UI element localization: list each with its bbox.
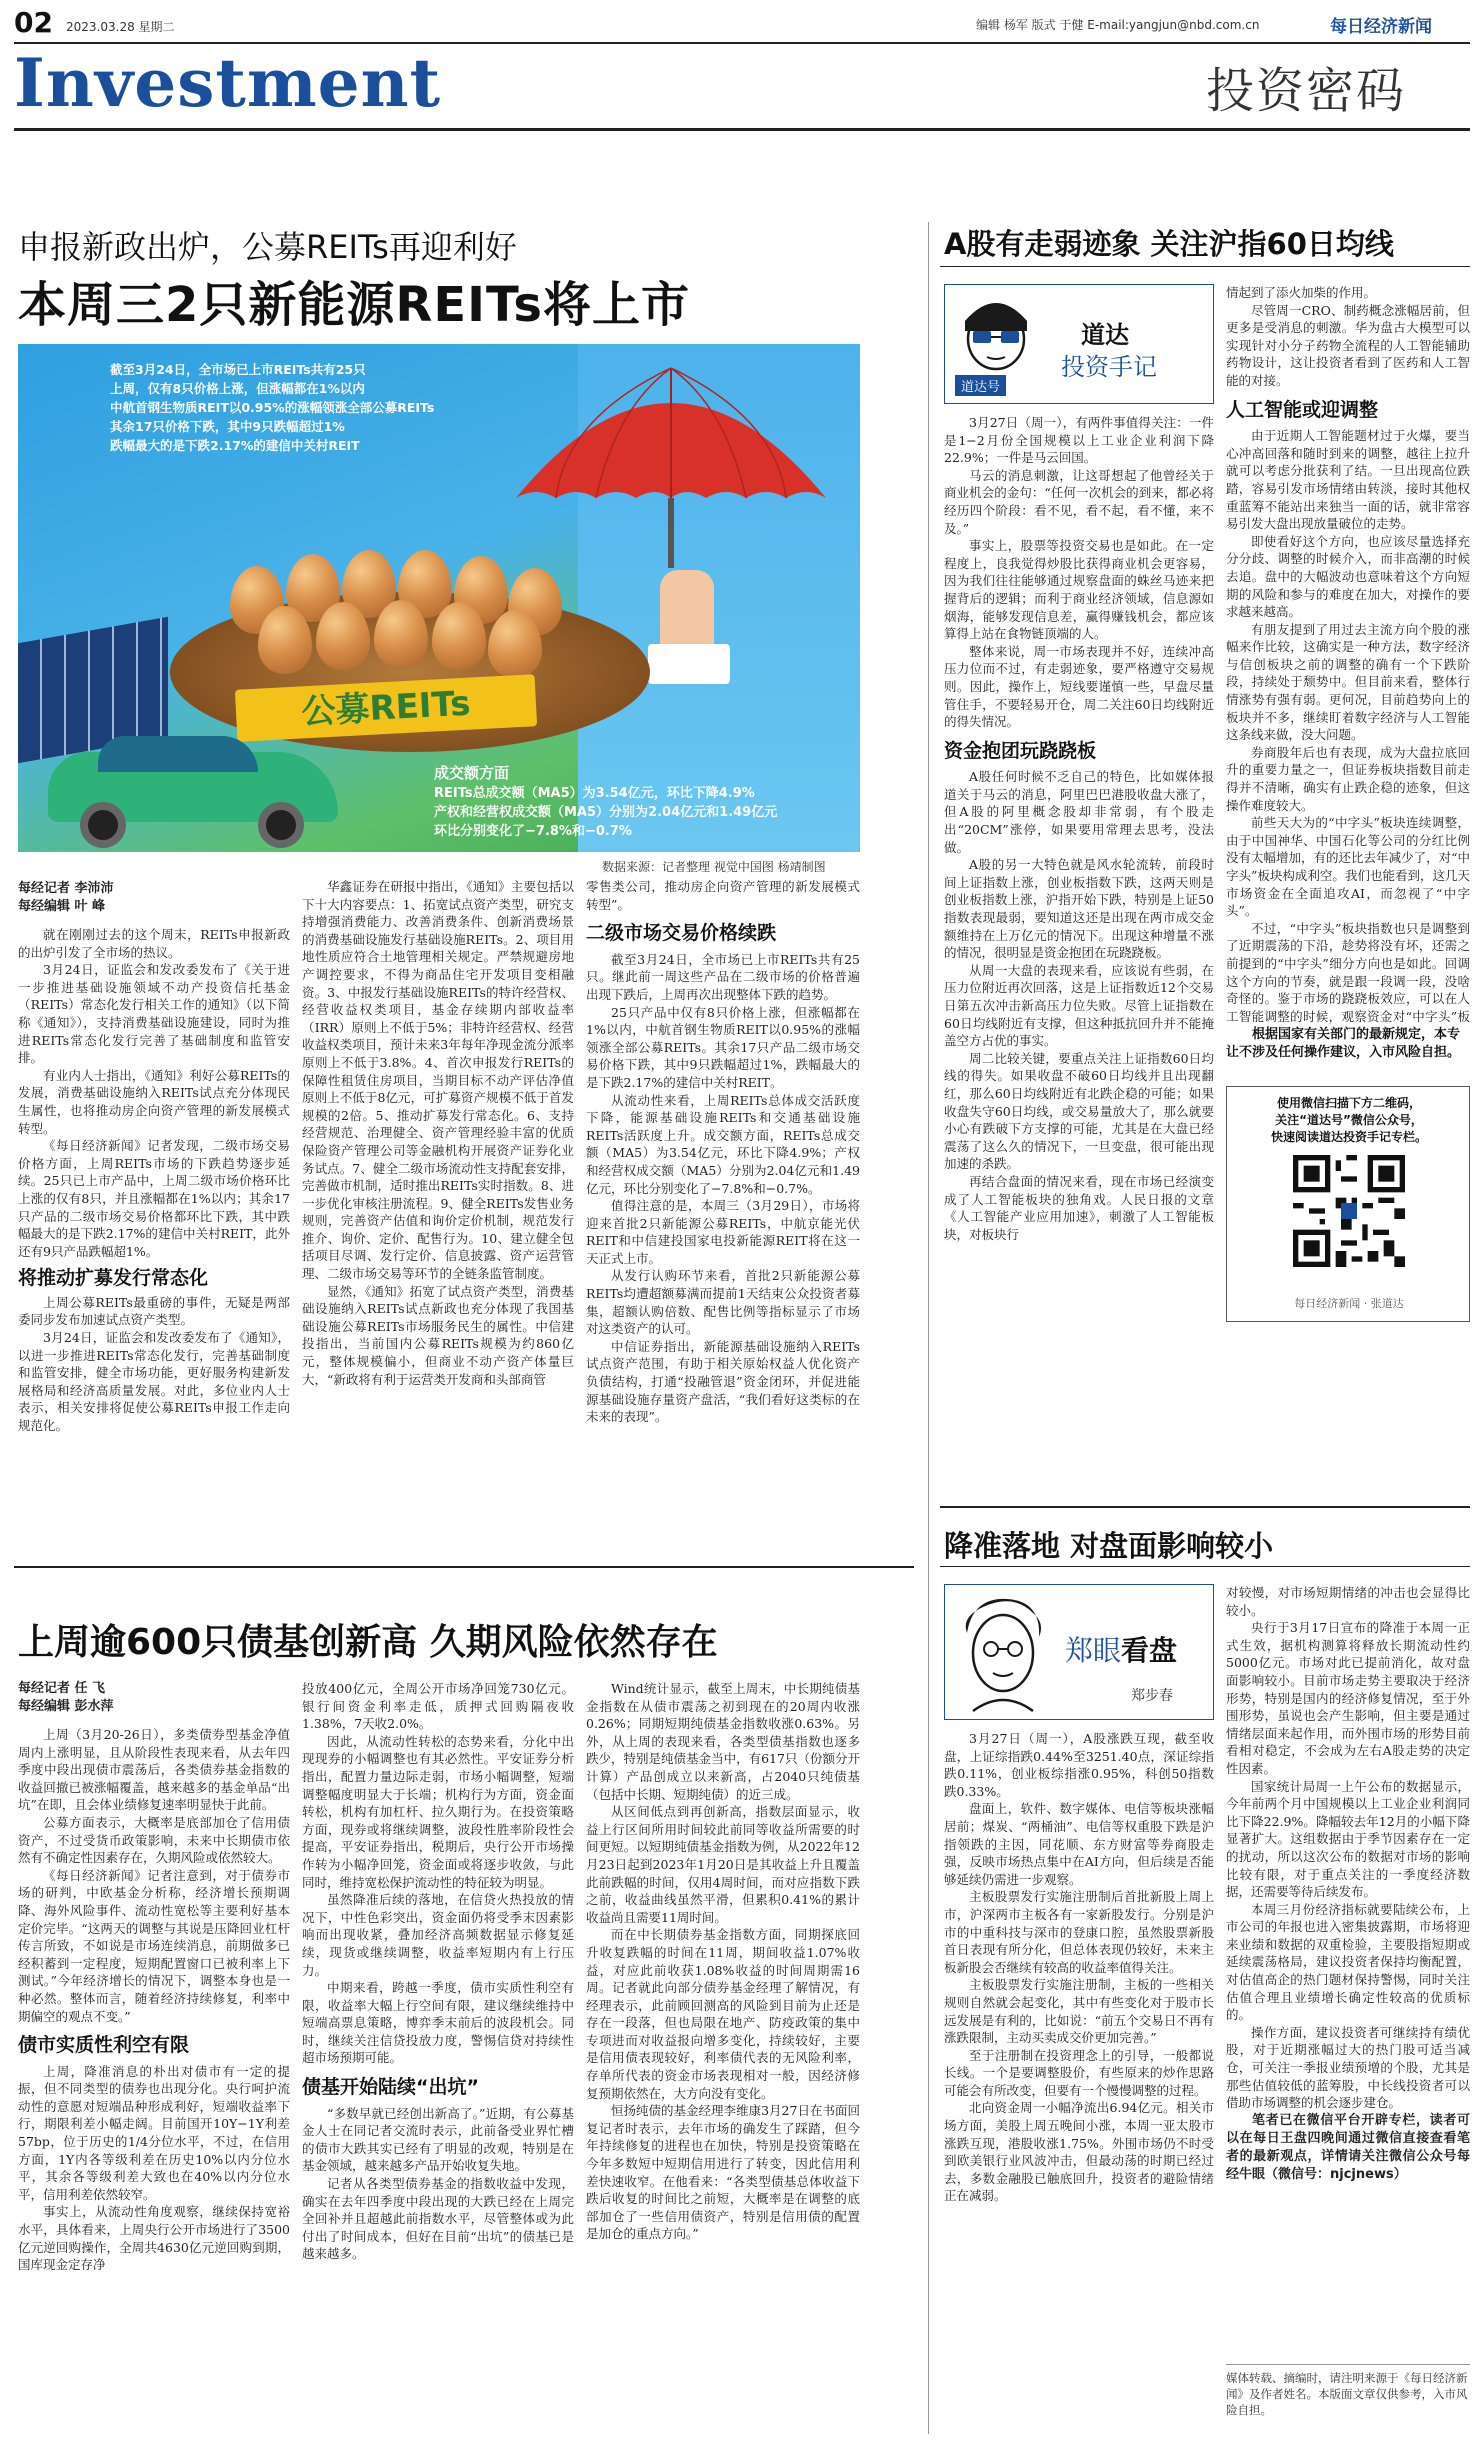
article2-headline: 上周逾600只债基创新高 久期风险依然存在: [18, 1622, 718, 1663]
right1-subheading-2: 人工智能或迎调整: [1226, 398, 1379, 421]
paragraph: 《每日经济新闻》记者发现，二级市场交易价格方面，上周REITs市场的下跌趋势逐步延续。25只已上市产品中，上周二级市场价格环比上涨的仅有8只，并且涨幅都在1%以内；其余17只产品的二级市场交易价格都环比下跌，其中跌幅最大的是下跌2.17%的建信中关村REIT，此外还有9只产品跌幅超1%。: [18, 1138, 290, 1259]
paragraph: 尽管周一CRO、制药概念涨幅居前，但更多是受消息的刺激。华为盘古大模型可以实现针对小分子药物全流程的人工智能辅助药物设计，这让投资者看到了医药和人工智能的对接。: [1226, 302, 1470, 388]
paragraph: 事实上，股票等投资交易也是如此。在一定程度上，良我觉得炒股比获得商业机会更容易，因为我们往往能够通过规察盘面的蛛丝马迹来把握背后的逻辑；而利于商业经济领域，信息源如烟海，能够发现信息差，赢得赚钱机会，都应该算得上站在食物链顶端的人。: [944, 538, 1214, 642]
paragraph: 3月24日，证监会和发改委发布了《关于进一步推进基础设施领域不动产投资信托基金（REITs）常态化发行相关工作的通知》（以下简称《通知》），支持消费基础设施建设，同时为推进REITs常态化发行完善了基础制度和监管安排。: [18, 962, 290, 1066]
paragraph: 截至3月24日，全市场已上市REITs共有25只。继此前一周这些产品在二级市场的价格普遍出现下跌后，上周再次出现整体下跌的趋势。: [586, 951, 860, 1002]
right2-headline: 降准落地 对盘面影响较小: [944, 1529, 1274, 1563]
column-title-2-part2: 看盘: [1121, 1634, 1178, 1667]
infographic-banner: 公募REITs: [235, 674, 537, 742]
paragraph: 操作方面，建议投资者可继续持有绩优股，对于近期涨幅过大的热门股可适当减仓，可关注一季报业绩预增的个股，尤其是那些估值较低的蓝筹股，中长线投资者可以借助市场调整的机会逐步建仓。: [1226, 2024, 1470, 2111]
qr-text-line: 关注“道达号”微信公众号，: [1275, 1113, 1423, 1127]
infographic-credit: 数据来源：记者整理 视觉中国图 杨靖制图: [602, 860, 826, 874]
hand-shape: [660, 570, 714, 650]
paragraph: 从周一大盘的表现来看，应该说有些弱，在压力位附近再次回落，这是上证指数近12个交易日第五次冲击新高压力位失败。尽管上证指数在60日均线附近有支撑，但这种抵抗回升并不能掩盖空方占优的事实。: [944, 962, 1214, 1049]
byline-editor: 每经编辑 叶 峰: [18, 899, 106, 914]
infographic-box-line: REITs总成交额（MA5）为3.54亿元，环比下降4.9%: [434, 786, 755, 801]
byline-reporter: 每经记者 任 飞: [18, 1681, 106, 1696]
paragraph: “多数早就已经创出新高了。”近期，有公募基金人士在同记者交流时表示，此前备受业界忙槽的债市大跌其实已经有了明显的改观，特别是在基金领域，越来越多产品开始收复失地。: [302, 2105, 574, 2174]
paragraph: 中信证券指出，新能源基础设施纳入REITs试点资产范围，有助于相关原始权益人优化资产负债结构，打通“投融管退”资金闭环，并促进能源基础设施存量资产盘活，“我们看好这类标的在未来的表现”。: [586, 1338, 860, 1425]
paragraph: 而在中长期债券基金指数方面，同期探底回升收复跌幅的时间在11周，期间收益1.07%收益，对应此前收获1.08%收益的时间周期需16周。记者就此向部分债券基金经理了解情况，有经理表示，此前顾回测高的风险到目前为止还是存在一段落，但也局限在地产、防疫政策的集中专项进而对收益报向增多变化，持续较好，主要是信用债表现较好，利率债代表的无风险利率，存单所代表的资金市场表现相对一般，因经济修复预期依然在，大方向没有变化。: [586, 1927, 860, 2101]
paragraph: 周二比较关键，要重点关注上证指数60日均线的得失。如果收盘不破60日均线并且出现翻红，那么60日均线附近有北跌企稳的可能；如果收盘失守60日均线，或交易量放大了，那么就要小心有跌破下方支撑的可能，尤其是在大盘已经震荡了这么久的情况下，一旦变盘，很可能出现加速的杀跌。: [944, 1050, 1214, 1172]
paragraph: 上周（3月20-26日），多类债券型基金净值周内上涨明显，且从阶段性表现来看，从去年四季度中段出现债市震荡后，各类债券基金指数的收益回撤已被涨幅覆盖，越来越多的基金单品“出坑”在即，且会体业绩修复速率明显快于此前。: [18, 1727, 290, 1813]
qr-caption: 每日经济新闻 · 张道达: [1294, 1297, 1404, 1310]
infographic-top-line: 跌幅最大的是下跌2.17%的建信中关村REIT: [110, 438, 360, 453]
paragraph: 国家统计局周一上午公布的数据显示，今年前两个月中国规模以上工业企业利润同比下降22.9%。降幅较去年12月的小幅下降显著扩大。这组数据由于季节因素存在一定的扰动，所以这次公布的数据对市场的影响比较有限，对于重点关注的一季度经济数据，还需要等待后续发布。: [1226, 1778, 1470, 1900]
column-logo: [944, 284, 1214, 404]
qr-code-icon[interactable]: [1293, 1155, 1405, 1267]
paragraph: 券商股年后也有表现，成为大盘拉底回升的重要力量之一，但证券板块指数目前走得并不清晰，确实有止跌企稳的迹象，但这操作难度较大。: [1226, 744, 1470, 813]
paragraph: 投放400亿元，全周公开市场净回笼730亿元。银行间资金利率走低，质押式回购隔夜收1.38%，7天收2.0%。: [302, 1681, 574, 1732]
paragraph: 事实上，从流动性角度观察，继续保持宽裕水平，具体看来，上周央行公开市场进行了3500亿元逆回购操作，全周共4630亿元逆回购到期，国库现金定存净: [18, 2204, 290, 2273]
infographic-top-line: 其余17只价格下跌，其中9只跌幅超过1%: [110, 419, 345, 434]
article1-headline: 本周三2只新能源REITs将上市: [18, 277, 690, 333]
qr-promo-box: [1226, 1086, 1470, 1322]
infographic-top-line: 截至3月24日，全市场已上市REITs共有25只: [110, 362, 366, 377]
column-title-sub: 投资手记: [1061, 353, 1157, 381]
paragraph: 情起到了添火加柴的作用。: [1226, 285, 1377, 300]
infographic-box-text: [434, 784, 777, 841]
paragraph: 整体来说，周一市场表现并不好，连续冲高压力位而不过，有走弱迹象，要严格遵守交易规则。因此，操作上，短线要谨慎一些，早盘尽量管住手，不要轻易开仓，周二关注60日均线附近的得失情况。: [944, 643, 1214, 730]
paragraph: 从区间低点到再创新高，指数层面显示，收益上行区间所用时间较此前同等收益所需要的时间更短。以短期纯债基金指数为例，从2022年12月23日起到2023年1月20日是其收益上升且覆盖此前跌幅的时间，仅用4周时间，而对应指数下跌之前，收益曲线虽然平滑，但累积0.41%的累计收益尚且需要11周时间。: [586, 1804, 860, 1925]
paragraph: 有朋友提到了用过去主流方向个股的涨幅来作比较，这确实是一种方法，数字经济与信创板块之前的调整的确有一个下跌阶段，持续处于颓势中。但目前来看，整体行情涨势有强有弱。更何况，目前趋势向上的板块并不多，继续盯着数字经济与人工智能这条线来做，没大问题。: [1226, 621, 1470, 743]
infographic-top-text: [110, 360, 530, 455]
right1-colA: [944, 414, 1214, 1414]
paragraph: 记者从各类型债券基金的指数收益中发现，确实在去年四季度中段出现的大跌已经在上周完全回补并且超越此前指数水平，尽管整体或为此付出了时间成本，但好在目前“出坑”的债基已是越来越多。: [302, 2176, 574, 2262]
paragraph: 值得注意的是，本周三（3月29日），市场将迎来首批2只新能源公募REITs，中航京能光伏REIT和中信建投国家电投新能源REIT将在这一天正式上市。: [586, 1198, 860, 1266]
column-title-2: [1065, 1629, 1177, 1669]
column-title: 道达: [1081, 321, 1129, 349]
byline-reporter: 每经记者 李沛沛: [18, 881, 114, 896]
paragraph: 上周，降准消息的朴出对债市有一定的提振，但不同类型的债券也出现分化。央行呵护流动性的意愿对短端品种形成利好，短端收益率下行，期限利差小幅走阔。目前国开10Y−1Y利差57bp，位于历史的1/4分位水平，不过，在信用方面，1Y内各等级利差在历史10%以内分位水平，其余各等级利差大致也在40%以内分位水平，信用利差依然较窄。: [18, 2063, 290, 2202]
paragraph: 即使看好这个方向，也应该尽量选择充分分歧、调整的时候介入，而非高潮的时候去追。盘中的大幅波动也意味着这个方向短期的风险和参与的难度在加大，对操作的要求越来越高。: [1226, 533, 1470, 620]
paragraph: 主板股票发行实施注册制，主板的一些相关规则自然就会起变化，其中有些变化对于股市长远发展是有利的，比如说：“前五个交易日不再有涨跌限制，主动买卖成交价更加完善。”: [944, 1977, 1214, 2046]
paragraph: 华鑫证券在研报中指出，《通知》主要包括以下十大内容要点：1、拓宽试点资产类型，研究支持增强消费能力、改善消费条件、创新消费场景的消费基础设施发行基础设施REITs。2、项目用地性质应符合土地管理相关规定。严禁规避房地产调控要求，不得为商品住宅开发项目变相融资。3、中报发行基础设施REITs的特许经营权、经营收益权类项目，基金存续期内部收益率（IRR）原则上不低于5%；非特许经营权、经营收益权类项目，预计未来3年每年净现金流分派率原则上不低于3.8%。4、首次申报发行REITs的保障性租赁住房项目，当期目标不动产评估净值原则上不低于8亿元，可扩募资产规模不低于首发规模的2倍。5、推动扩募发行常态化。6、支持经营规范、治理健全、资产管理经验丰富的优质保险资产管理公司等金融机构开展资产证券化业务试点。7、健全二级市场流动性支持配套安排，完善做市机制，适时推出REITs实时指数。8、进一步优化审核注册流程。9、健全REITs发售业务规则，完善资产估值和询价定价机制，规范发行推介、询价、定价、配售行为。10、建立健全包括项目尽调、发行定价、信息披露、资产运营管理、二级市场交易等环节的全链条监管制度。: [302, 879, 574, 1282]
right1-subheading-1: 资金抱团玩跷跷板: [944, 739, 1097, 762]
article2-subheading-2: 债基开始陆续“出坑”: [302, 2076, 479, 2099]
paragraph: 显然，《通知》拓宽了试点资产类型，消费基础设施纳入REITs试点新政也充分体现了我国基础设施公募REITs市场服务民生的属性。中信建投指出，当前国内公募REITs规模为约860亿元，整体规模偏小，但商业不动产资产体量巨大，“新政将有利于运营类开发商和头部商管: [302, 1283, 574, 1387]
article1-col3: [586, 878, 860, 1546]
paragraph: 从发行认购环节来看，首批2只新能源公募REITs均遭超额募满而提前1天结束公众投资者募集，超额认购倍数、配售比例等指标显示了市场对这类资产的认可。: [586, 1268, 860, 1337]
paragraph: 公募方面表示，大概率是底部加仓了信用债资产，不过受货币政策影响，未来中长期债市依然有不确定性因素存在，久期风险或依然较大。: [18, 1814, 290, 1866]
article1-kicker: 申报新政出炉，公募REITs再迎利好: [18, 228, 517, 266]
paragraph: 央行于3月17日宣布的降准于本周一正式生效，据机构测算将释放长期流动性约5000亿元。市场对此已提前消化，故对盘面影响较小。目前市场走势主要取决于经济形势，特别是国内的经济修复情况，至于外围形势，虽说也会产生影响，但主要是通过情绪层面来起作用，而外围市场的形势目前看相对稳定，不会成为左右A股走势的决定性因素。: [1226, 1620, 1470, 1776]
right1-headline: A股有走弱迹象 关注沪指60日均线: [944, 227, 1394, 261]
paragraph: 至于注册制在投资理念上的引导，一般都说长线。一个是要调整股价，有些原来的炒作思路可能会有所改变，但要有一个慢慢调整的过程。: [944, 2047, 1214, 2098]
paragraph: 因此，从流动性转松的态势来看，分化中出现现券的小幅调整也有其必然性。平安证券分析指出，配置力量边际走弱，市场小幅调整，短端调整幅度明显大于长端；机构行为方面，资金面转松，机构有加杠杆、拉久期行为。在投资策略方面，现券或将继续调整，波段性胜率阶段性会提高，平安证券指出，税期后，央行公开市场操作转为小幅净回笼，资金面或将逐步收敛，与此同时，维持宽松保护流动性的特征较为明显。: [302, 1733, 574, 1890]
paragraph: 25只产品中仅有8只价格上涨，但涨幅都在1%以内，中航首钢生物质REIT以0.95%的涨幅领涨全部公募REITs。其余17只产品二级市场交易价格下跌，其中9只跌幅超过1%，跌幅最大的是下跌2.17%的建信中关村REIT。: [586, 1004, 860, 1090]
reits-infographic: [18, 344, 860, 852]
footer-note: 媒体转载、摘编时，请注明来源于《每日经济新闻》及作者姓名。本版面文章仅供参考，入市风险自担。: [1226, 2371, 1468, 2417]
qr-text: [1227, 1095, 1471, 1146]
paragraph: A股任何时候不乏自己的特色，比如媒体报道关于马云的消息，阿里巴巴港股收盘大涨了，但A股的阿里概念股却非常弱，有个股走出“20CM”涨停，如果要用常理去思考，没法做。: [944, 769, 1214, 855]
article1-col2: [302, 878, 574, 1546]
infographic-box-line: 产权和经营权成交额（MA5）分别为2.04亿元和1.49亿元: [434, 805, 778, 820]
right2-colB: [1226, 1584, 1470, 2360]
paragraph: 马云的消息刺激，让这哥想起了他曾经关于商业机会的金句：“任何一次机会的到来，都必将经历四个阶段：看不见，看不起，看不懂，来不及。”: [944, 467, 1214, 536]
paragraph: 从流动性来看，上周REITs总体成交活跃度下降，能源基础设施REITs和交通基础设施REITs活跃度上升。成交额方面，REITs总成交额（MA5）为3.54亿元，环比下降4.9%；产权和经营权成交额（MA5）分别为2.04亿元和1.49亿元，环比分别变化了−7.8%和−0.7%。: [586, 1092, 860, 1196]
paragraph: 本周三月份经济指标就要陆续公布，上市公司的年报也进入密集披露期，市场将迎来业绩和数据的双重检验，主要股指短期或延续震荡格局，建议投资者保持均衡配置，对估值高企的热门题材保持警惕，同时关注估值合理且业绩增长确定性较高的优质标的。: [1226, 1901, 1470, 2023]
page-editors: 编辑 杨军 版式 于健 E-mail:yangjun@nbd.com.cn: [976, 18, 1260, 32]
infographic-box-title: 成交额方面: [434, 764, 510, 782]
right2-colA: [944, 1730, 1214, 2434]
disclaimer: 根据国家有关部门的最新规定，本专让不涉及任何操作建议，入市风险自担。: [1226, 1027, 1461, 1060]
paragraph: 再结合盘面的情况来看，现在市场已经演变成了人工智能板块的独角戏。人民日报的文章《人工智能产业应用加速》，刺激了人工智能板块，对板块行: [944, 1173, 1214, 1242]
paragraph: Wind统计显示，截至上周末，中长期纯债基金指数在从债市震荡之初到现在的20周内收涨0.26%；同期短期纯债基金指数收涨0.63%。另外，从上周的表现来看，各类型债基指数也逐多跌少，特别是纯债基金当中，有617只（份额分开计算）产品创成立以来新高，占2040只纯债基（包括中长期、短期纯债）的近三成。: [586, 1681, 860, 1802]
infographic-top-line: 中航首钢生物质REIT以0.95%的涨幅领涨全部公募REITs: [110, 400, 435, 415]
paragraph: 3月27日（周一），有两件事值得关注：一件是1−2月份全国规模以上工业企业利润下降22.9%；一件是马云回国。: [944, 415, 1214, 466]
paragraph: 《每日经济新闻》记者注意到，对于债券市场的研判，中欧基金分析称，经济增长预期调降、海外风险事件、流动性宽松等主要利好基本定价完毕。“这两天的调整与其说是压降回业杠杆传言所致，不如说是市场连续消息，前期做多已经积蓄到一定程度，短期配置窗口已被利率上下测试。”今年经济增长的情况下，调整本身也是一种必然。整体而言，随着经济持续修复，利率中期偏空的观点不变。”: [18, 1867, 290, 2024]
paragraph: 有业内人士指出，《通知》利好公募REITs的发展，消费基础设施纳入REITs试点充分体现民生属性，也将推动房企向资产管理的新发展模式转型。: [18, 1067, 290, 1136]
infographic-box-line: 环比分别变化了−7.8%和−0.7%: [434, 824, 632, 839]
column-brand: 道达号: [955, 375, 1006, 396]
issue-date: 2023.03.28 星期二: [66, 20, 175, 34]
paragraph: 3月27日（周一），A股涨跌互现，截至收盘，上证综指跌0.44%至3251.40点，深证综指跌0.11%，创业板综指涨0.95%，科创50指数跌0.33%。: [944, 1731, 1214, 1799]
article2-col1: [18, 1726, 290, 2434]
byline-editor: 每经编辑 彭水萍: [18, 1699, 114, 1714]
paragraph: 对较慢，对市场短期情绪的冲击也会显得比较小。: [1226, 1585, 1470, 1618]
right1-colB: [1226, 284, 1470, 1024]
paragraph: 上周公募REITs最重磅的事件，无疑是两部委同步发布加速试点资产类型。: [18, 1294, 290, 1328]
article1-col1: [18, 926, 290, 1546]
paragraph: 恒扬纯债的基金经理李维康3月27日在书面回复记者时表示，去年市场的确发生了踩踏，但今年持续修复的进程也在加快，特别是投资策略在今年多数短中短期信用进行了转变，因此信用利差快速收窄。在他看来：“各类型债基总体收益下跌后收复的时间比之前短，大概率是在调整的底部加仓了一些信用债资产，特别是信用债的配置是加仓的重点方向。”: [586, 2103, 860, 2242]
article2-col2: [302, 1680, 574, 2434]
article1-subheading-2: 二级市场交易价格续跌: [586, 922, 777, 945]
paragraph: 就在刚刚过去的这个周末，REITs申报新政的出炉引发了全市场的热议。: [18, 927, 290, 960]
page-number: 02: [14, 6, 53, 39]
article2-col3: [586, 1680, 860, 2434]
paragraph: 前些天大为的“中字头”板块连续调整，由于中国神华、中国石化等公司的分红比例没有太幅增加，有的还比去年减少了，对“中字头”板块构成利空。我们也能看到，这几天市场资金在全面追攻AI，而忽视了“中字头”。: [1226, 815, 1470, 919]
paragraph: A股的另一大特色就是风水轮流转，前段时间上证指数上涨，创业板指数下跌，这两天则是创业板指数上涨，沪指开始下跌，特别是上证50指数表现最弱，要知道这还是出现在两市成交金额维持在上万亿元的情况下。出现这种增量不涨的情况，很明显是资金抱团在玩跷跷板。: [944, 857, 1214, 961]
paragraph: 主板股票发行实施注册制后首批新股上周上市，沪深两市主板各有一家新股发行。分别是沪市的中重科技与深市的登康口腔，虽然股票新股首日表现有所分化，但总体表现仍较好，未来主板新股会否继续有较高的收益率值得关注。: [944, 1889, 1214, 1975]
paper-name: 每日经济新闻: [1330, 17, 1432, 37]
article1-byline: [18, 880, 114, 916]
infographic-top-line: 上周，仅有8只价格上涨，但涨幅都在1%以内: [110, 381, 365, 396]
qr-text-line: 快速阅读道达投资手记专栏。: [1270, 1130, 1427, 1144]
paragraph: 零售类公司，推动房企向资产管理的新发展模式转型”。: [586, 879, 860, 912]
portrait-sketch-icon: [953, 1593, 1053, 1713]
column-logo-2: [944, 1584, 1214, 1720]
article2-subheading-1: 债市实质性利空有限: [18, 2034, 190, 2057]
paragraph: 北向资金周一小幅净流出6.94亿元。相关市场方面，美股上周五晚间小涨，本周一亚太股市涨跌互现，港股收涨1.75%。外围市场仍不时受到欧美银行业风波冲击，但最动荡的时期已经过去，多数金融股已触底回升，投资者的避险情绪正在减弱。: [944, 2100, 1214, 2204]
paragraph: 中期来看，跨越一季度，债市实质性利空有限，收益率大幅上行空间有限，建议继续维持中短端高票息策略，博弈季末前后的波段机会。同时，继续关注信贷投放力度，警惕信贷对持续性超市场预期可能。: [302, 1980, 574, 2066]
article1-subheading-1: 将推动扩募发行常态化: [18, 1267, 209, 1290]
paragraph: 不过，“中字头”板块指数也只是调整到了近期震荡的下沿，趁势将没有坏，还需之前提到的“中字头”细分方向也是如此。回调这个方向的节奏，就是跟一段调一段，没啥奇怪的。鉴于市场的跷跷板效应，可以在人工智能调整的时候，观察资金对“中字头”板: [1226, 920, 1470, 1024]
umbrella-icon: [506, 348, 836, 568]
paragraph: 盘面上，软件、数字媒体、电信等板块涨幅居前；煤炭、“两桶油”、电信等权重股下跌是沪指领跌的主因，同花顺、东方财富等券商股走强，反映市场热点集中在AI方向，但后续是否能够延续仍需进一步观察。: [944, 1801, 1214, 1887]
section-title-en: Investment: [14, 44, 442, 122]
paragraph: 虽然降准后续的落地，在信贷火热投放的情况下，中性色彩突出，资金面仍将受季末因素影响而出现收紧，叠加经济高频数据显示修复延续，现货或继续调整，收益率短期内有上行压力。: [302, 1892, 574, 1978]
columnist-note: 笔者已在微信平台开辟专栏，读者可以在每日王盘四晚间通过微信直接查看笔者的最新观点，详情请关注微信公众号每经牛眼（微信号：njcjnews）: [1226, 2112, 1470, 2182]
column-title-2-part1: 郑眼: [1065, 1634, 1122, 1667]
qr-text-line: 使用微信扫描下方二维码，: [1276, 1096, 1421, 1110]
section-title-cn: 投资密码: [1206, 63, 1407, 119]
paragraph: 由于近期人工智能题材过于火爆，要当心冲高回落和随时到来的调整，越往上拉升就可以考虑分批获利了结。一旦出现高位跌踏，容易引发市场情绪由转淡，接时其他权重蓝筹不能站出来独当一面的话，就非常容易引发大盘出现放量破位的走势。: [1226, 428, 1470, 532]
paragraph: 3月24日，证监会和发改委发布了《通知》，以进一步推进REITs常态化发行，完善基础制度和监管安排，健全市场功能，更好服务构建新发展格局和经济高质量发展。对此，多位业内人士表示，相关安排将促使公募REITs申报工作走向规范化。: [18, 1330, 290, 1434]
author-signature: 郑步春: [1131, 1688, 1173, 1704]
cartoon-face-icon: [953, 291, 1039, 371]
article2-byline: [18, 1680, 114, 1716]
